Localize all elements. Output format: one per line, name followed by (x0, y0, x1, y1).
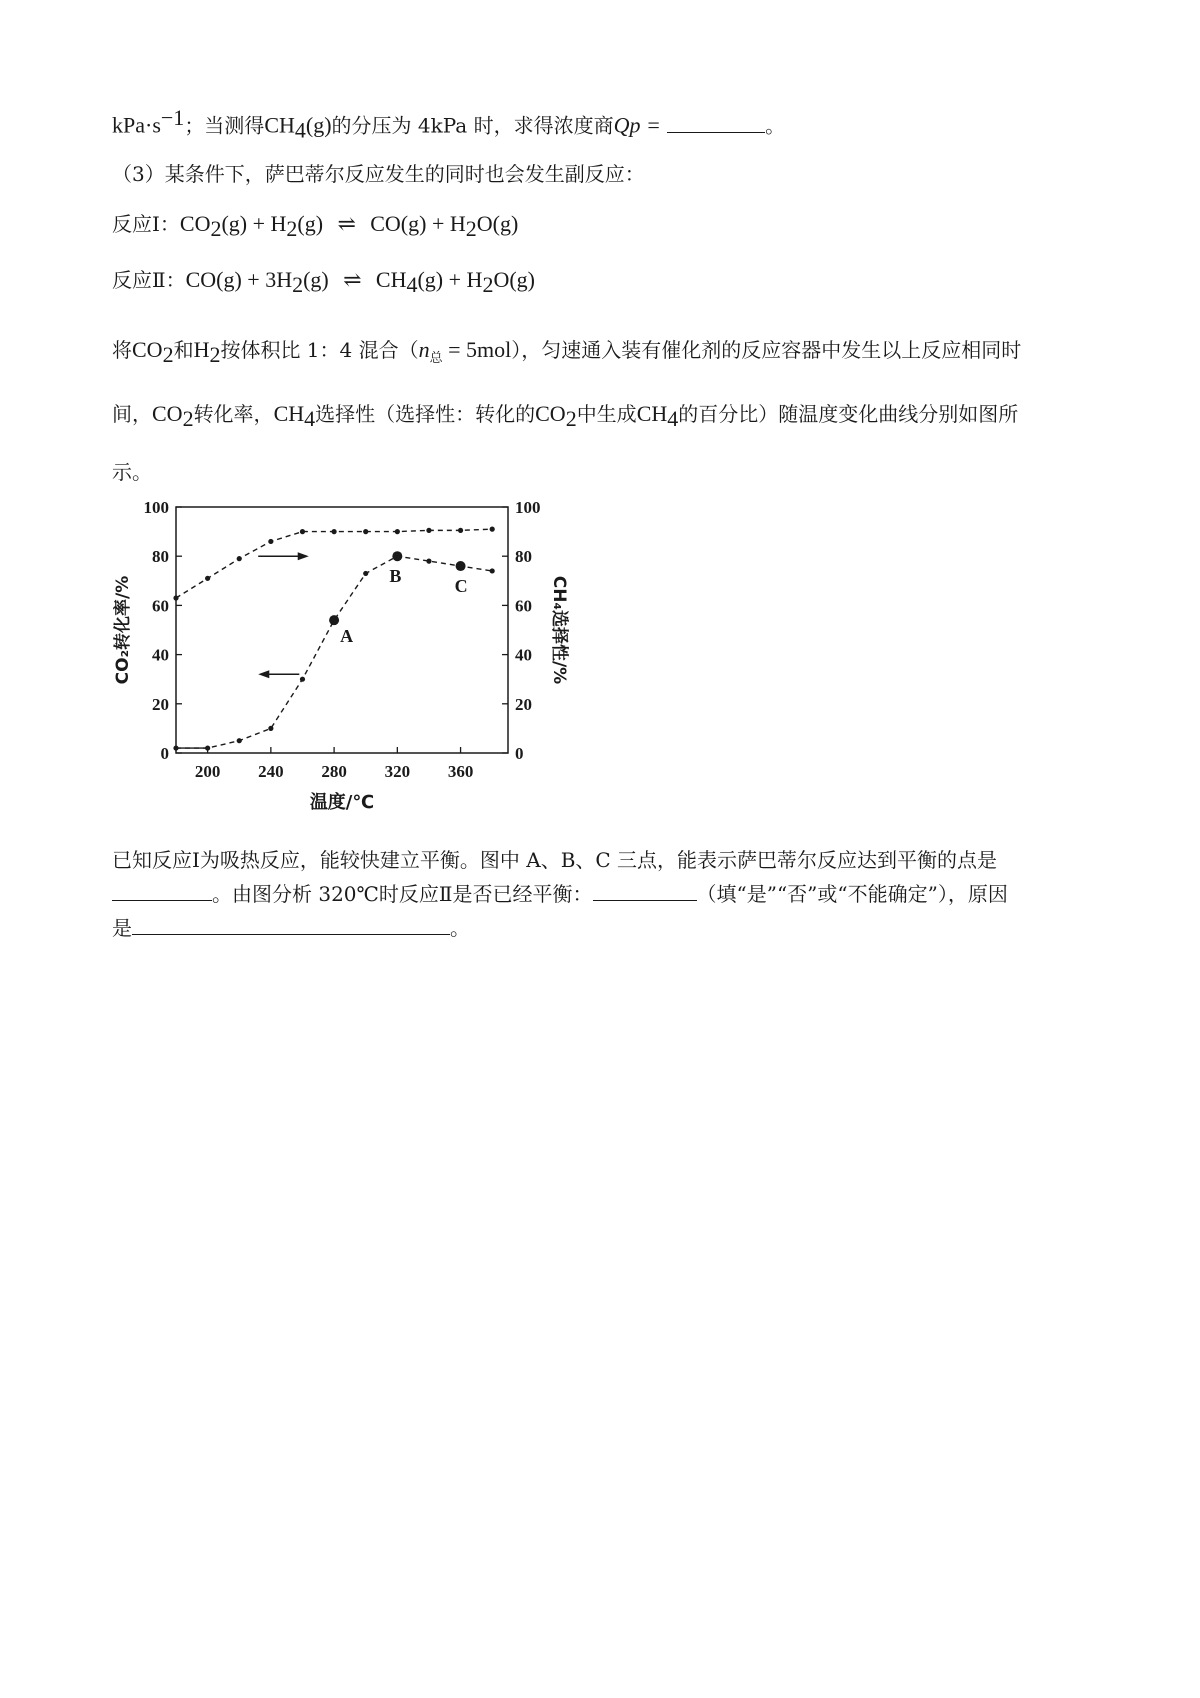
formula-co2: CO (152, 401, 183, 426)
formula: CO(g) + 3H (185, 267, 293, 292)
text-line-mix (112, 336, 1021, 373)
x-tick-label: 280 (321, 762, 347, 781)
text-segment: ），匀速通入装有催化剂的反应容器中发生以上反应相同时 (511, 338, 1022, 362)
text-segment: 选择性（选择性：转化的 (315, 402, 536, 426)
text-segment: 和 (173, 338, 194, 362)
data-point (490, 527, 495, 532)
y-tick-label-left: 60 (152, 596, 169, 616)
question-line-1: 已知反应Ⅰ为吸热反应，能较快建立平衡。图中 A、B、C 三点，能表示萨巴蒂尔反应达到平衡的点是 (112, 848, 998, 872)
reaction-1-label: 反应Ⅰ： (112, 212, 180, 236)
subscript: 2 (482, 272, 494, 297)
data-point (237, 556, 242, 561)
formula: O(g) (476, 211, 519, 236)
answer-blank-qp[interactable] (667, 112, 765, 133)
subscript: 2 (162, 342, 174, 367)
data-point (426, 559, 431, 564)
arrow-left-head-icon (258, 670, 269, 678)
state-gas: (g) (305, 112, 332, 138)
data-point (205, 576, 210, 581)
subscript: 2 (182, 406, 194, 431)
y-tick-label-right: 100 (515, 498, 541, 517)
y-axis-label-left: CO₂转化率/% (113, 575, 133, 685)
qp-symbol: Qp = (613, 112, 661, 138)
data-point (490, 568, 495, 573)
y-tick-label-right: 0 (515, 744, 524, 763)
text-segment: ；当测得 (184, 113, 265, 138)
y-tick-label-left: 40 (152, 645, 169, 665)
data-point (458, 528, 463, 533)
formula: (g) (303, 267, 329, 292)
text-segment: 按体积比 1：4 混合（ (220, 338, 419, 362)
formula-co2: CO (132, 337, 163, 362)
data-point (237, 738, 242, 743)
subscript: 2 (286, 216, 298, 241)
formula: CH (375, 267, 407, 292)
subscript: 2 (465, 216, 477, 241)
equilibrium-arrow-icon: ⇌ (343, 267, 362, 292)
reaction-2-label: 反应Ⅱ： (112, 268, 186, 292)
x-tick-label: 200 (194, 762, 221, 781)
unit-kpa-s: kPa·s (112, 112, 161, 138)
equilibrium-arrow-icon: ⇌ (337, 211, 356, 236)
text-segment: = 5mol (442, 337, 512, 362)
data-point (300, 677, 305, 682)
data-point (363, 529, 368, 534)
formula: (g) (297, 211, 324, 236)
n-symbol: n (418, 337, 430, 362)
formula-ch4: CH (273, 401, 305, 426)
series-line-2 (176, 556, 492, 748)
y-tick-label-left: 20 (152, 694, 169, 714)
text-segment: 的百分比）随温度变化曲线分别如图所 (678, 402, 1019, 426)
question-line-3 (112, 914, 470, 942)
formula: CO(g) + H (370, 211, 466, 236)
text-segment: 将 (112, 338, 132, 362)
x-axis-label: 温度/℃ (309, 792, 375, 813)
y-tick-label-right: 80 (515, 547, 532, 567)
formula: CO (179, 211, 211, 236)
data-point (268, 539, 273, 544)
y-tick-label-right: 20 (515, 694, 532, 714)
subscript: 2 (565, 406, 577, 431)
text-segment: 是 (112, 916, 132, 940)
text-line-1 (112, 104, 785, 145)
unit-exponent: −1 (160, 105, 185, 130)
formula-ch4: CH (636, 401, 668, 426)
y-tick-label-left: 0 (160, 744, 169, 763)
text-segment: 中生成 (576, 402, 637, 426)
subscript: 总 (429, 351, 443, 366)
subscript: 4 (304, 406, 316, 431)
formula: (g) + H (417, 267, 483, 292)
point-a (329, 615, 339, 625)
subscript: 2 (209, 342, 221, 367)
arrow-right-head-icon (298, 552, 309, 560)
y-tick-label-right: 40 (515, 645, 532, 665)
subscript: 4 (406, 272, 418, 297)
text-segment: 的分压为 4kPa 时，求得浓度商 (331, 113, 614, 138)
formula: (g) + H (221, 211, 287, 236)
reaction-2 (112, 266, 535, 299)
co2-ch4-chart (100, 495, 570, 825)
y-tick-label-left: 100 (143, 498, 169, 517)
formula-ch4: CH (264, 112, 295, 138)
y-axis-label-right: CH₄选择性/% (549, 575, 569, 685)
data-point (331, 529, 336, 534)
point-c (456, 561, 466, 571)
text-segment: 间， (112, 402, 152, 426)
answer-blank-reason[interactable] (132, 914, 450, 935)
question-line-2 (112, 880, 1008, 908)
formula-h2: H (193, 337, 210, 362)
data-point (300, 529, 305, 534)
subscript: 2 (292, 272, 304, 297)
data-point (395, 529, 400, 534)
text-segment: 。 (450, 916, 470, 940)
subscript: 2 (210, 216, 222, 241)
answer-blank-equilibrium-point[interactable] (112, 880, 212, 901)
formula: O(g) (493, 267, 535, 292)
data-point (173, 595, 178, 600)
subscript: 4 (294, 117, 306, 143)
text-segment: 转化率， (193, 402, 274, 426)
point-label-b: B (389, 566, 402, 587)
data-point (268, 726, 273, 731)
data-point (426, 528, 431, 533)
text-segment: （填“是”“否”或“不能确定”），原因 (696, 882, 1008, 906)
point-label-c: C (454, 576, 468, 597)
text-line-3: 示。 (112, 460, 152, 484)
answer-blank-reaction-2[interactable] (593, 880, 697, 901)
x-tick-label: 240 (258, 762, 284, 781)
text-line-selectivity (112, 400, 1018, 433)
point-label-a: A (340, 626, 354, 647)
formula-co2: CO (535, 401, 566, 426)
subscript: 4 (667, 406, 679, 431)
text-segment: 。 (765, 113, 786, 138)
data-point (363, 571, 368, 576)
point-b (392, 551, 402, 561)
y-tick-label-left: 80 (152, 547, 169, 567)
x-tick-label: 320 (384, 762, 411, 781)
y-tick-label-right: 60 (515, 596, 532, 616)
text-line-2: （3）某条件下，萨巴蒂尔反应发生的同时也会发生副反应： (112, 162, 645, 186)
x-tick-label: 360 (447, 762, 474, 781)
text-segment: 。由图分析 320℃时反应Ⅱ是否已经平衡： (212, 882, 593, 906)
reaction-1 (112, 210, 518, 243)
